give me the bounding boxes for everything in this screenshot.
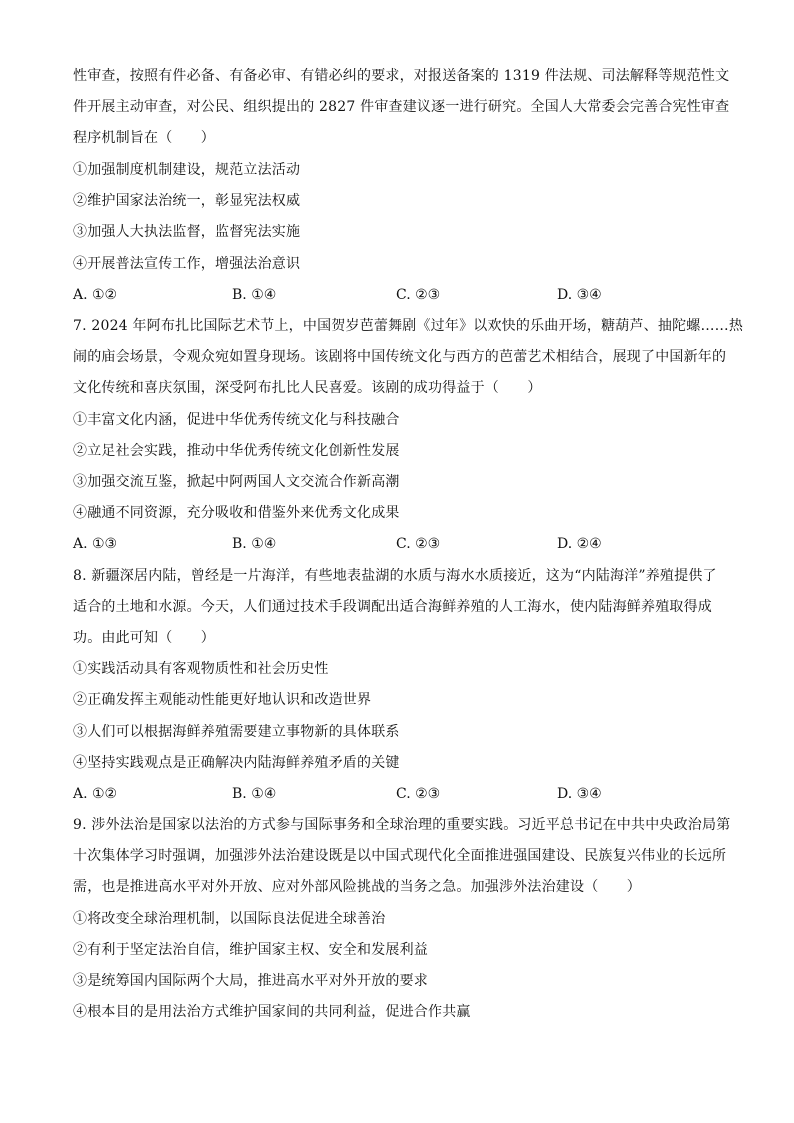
q7-statement-1: ①丰富文化内涵，促进中华优秀传统文化与科技融合 [73,412,400,428]
q9-statement-3: ③是统筹国内国际两个大局，推进高水平对外开放的要求 [73,973,428,989]
q8-option-b: B. ①④ [232,786,277,802]
q7-option-b: B. ①④ [232,536,277,552]
q6-stem-line-1: 性审查，按照有件必备、有备必审、有错必纠的要求，对报送备案的 1319 件法规、司法解释等规范性文 [73,68,730,84]
q6-stem-line-2: 件开展主动审查，对公民、组织提出的 2827 件审查建议逐一进行研究。全国人大常委会完善合宪性审查 [73,99,730,115]
q7-statement-2: ②立足社会实践，推动中华优秀传统文化创新性发展 [73,443,400,459]
q7-stem-line-2: 闹的庙会场景，令观众宛如置身现场。该剧将中国传统文化与西方的芭蕾艺术相结合，展现了中国新年的 [73,349,727,365]
q8-option-a: A. ①② [73,786,118,802]
q8-stem-line-1: 8. 新疆深居内陆，曾经是一片海洋，有些地表盐湖的水质与海水水质接近，这为“内陆海洋”养殖提供了 [73,568,717,584]
q9-statement-4: ④根本目的是用法治方式维护国家间的共同利益，促进合作共赢 [73,1004,471,1020]
q6-statement-2: ②维护国家法治统一，彰显宪法权威 [73,193,301,209]
q7-option-d: D. ②④ [557,536,602,552]
q9-statement-2: ②有利于坚定法治自信，维护国家主权、安全和发展利益 [73,942,428,958]
q8-statement-2: ②正确发挥主观能动性能更好地认识和改造世界 [73,692,372,708]
q6-statement-4: ④开展普法宣传工作，增强法治意识 [73,256,301,272]
q9-stem-line-1: 9. 涉外法治是国家以法治的方式参与国际事务和全球治理的重要实践。习近平总书记在中共中央政治局第 [73,817,731,833]
q7-statement-4: ④融通不同资源，充分吸收和借鉴外来优秀文化成果 [73,505,400,521]
q7-option-c: C. ②③ [396,536,441,552]
q9-stem-line-3: 需，也是推进高水平对外开放、应对外部风险挑战的当务之急。加强涉外法治建设（ ） [73,879,641,895]
q6-option-c: C. ②③ [396,287,441,303]
q6-option-d: D. ③④ [557,287,602,303]
q8-option-c: C. ②③ [396,786,441,802]
q9-statement-1: ①将改变全球治理机制，以国际良法促进全球善治 [73,911,386,927]
q8-stem-line-2: 适合的土地和水源。今天，人们通过技术手段调配出适合海鲜养殖的人工海水，使内陆海鲜养殖取得成 [73,599,712,615]
q7-stem-line-3: 文化传统和喜庆氛围，深受阿布扎比人民喜爱。该剧的成功得益于（ ） [73,380,542,396]
q6-option-a: A. ①② [73,287,118,303]
q6-statement-1: ①加强制度机制建设，规范立法活动 [73,162,301,178]
q7-statement-3: ③加强交流互鉴，掀起中阿两国人文交流合作新高潮 [73,474,400,490]
q7-stem-line-1: 7. 2024 年阿布扎比国际艺术节上，中国贺岁芭蕾舞剧《过年》以欢快的乐曲开场，糖葫芦、抽陀螺……热 [73,318,744,334]
q8-option-d: D. ③④ [557,786,602,802]
q8-statement-1: ①实践活动具有客观物质性和社会历史性 [73,661,329,677]
q6-stem-line-3: 程序机制旨在（ ） [73,130,215,146]
q7-option-a: A. ①③ [73,536,118,552]
q9-stem-line-2: 十次集体学习时强调，加强涉外法治建设既是以中国式现代化全面推进强国建设、民族复兴伟业的长远所 [73,848,727,864]
q6-statement-3: ③加强人大执法监督，监督宪法实施 [73,224,301,240]
q6-option-b: B. ①④ [232,287,277,303]
q8-stem-line-3: 功。由此可知（ ） [73,630,215,646]
q8-statement-4: ④坚持实践观点是正确解决内陆海鲜养殖矛盾的关键 [73,755,400,771]
q8-statement-3: ③人们可以根据海鲜养殖需要建立事物新的具体联系 [73,724,400,740]
